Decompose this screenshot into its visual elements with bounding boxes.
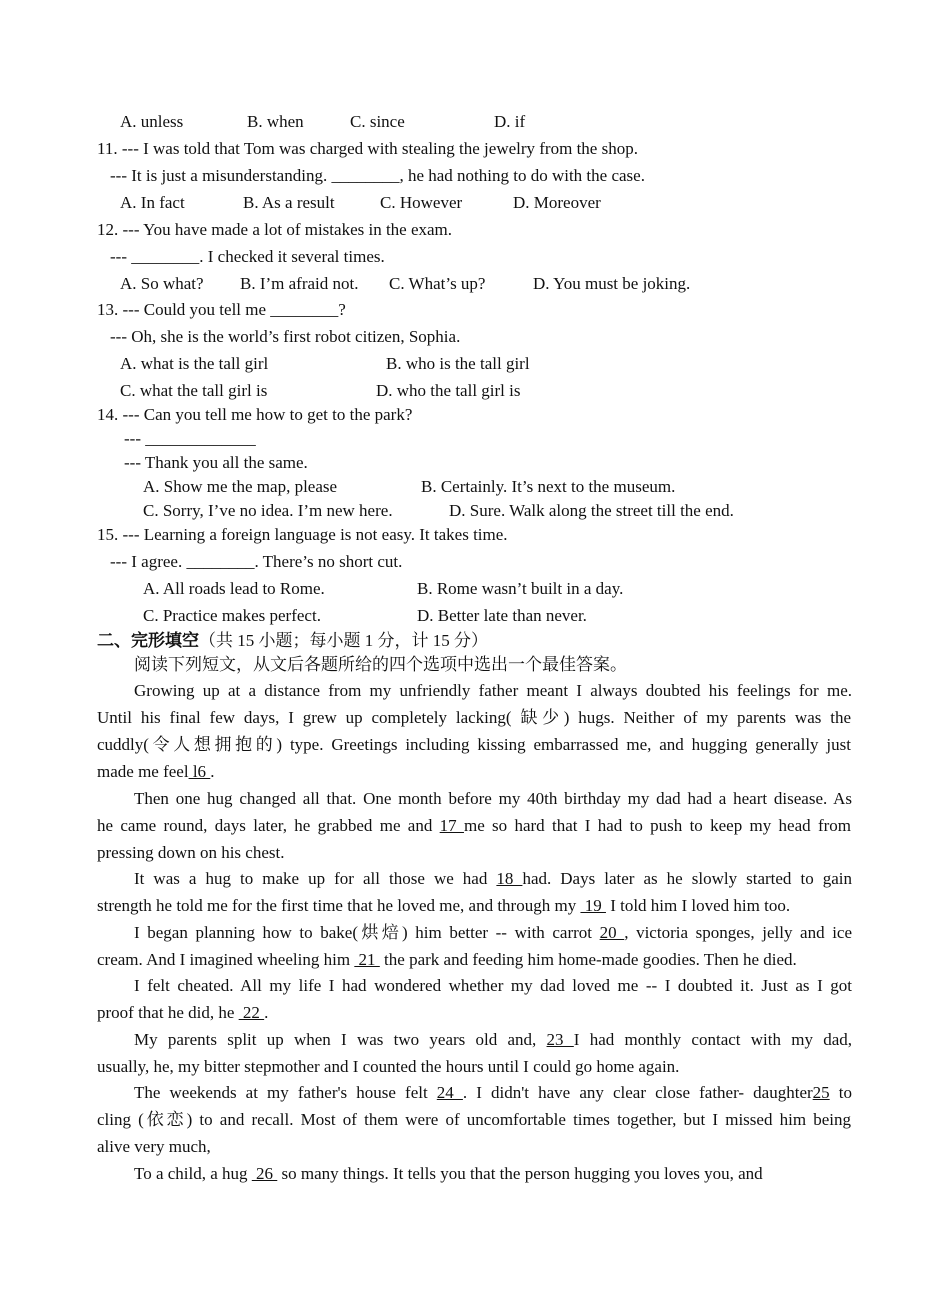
- q13-option-d: D. who the tall girl is: [376, 381, 521, 400]
- passage-text: The weekends at my father's house felt: [134, 1083, 437, 1102]
- blank-19: 19: [580, 896, 606, 915]
- q12-reply: --- ________. I checked it several times.: [110, 247, 385, 266]
- q11-reply: --- It is just a misunderstanding. ________, he had nothing to do with the case.: [110, 166, 645, 185]
- q15-option-a: A. All roads lead to Rome.: [143, 579, 325, 598]
- q14-blank-line: --- _____________: [124, 429, 256, 448]
- passage-text: I told him I loved him too.: [605, 896, 791, 915]
- passage-line: [134, 922, 852, 944]
- q11-option-d: D. Moreover: [513, 193, 601, 212]
- passage-line: [134, 1029, 852, 1051]
- passage-text: proof that he did, he: [97, 1003, 239, 1022]
- q14-reply: --- Thank you all the same.: [124, 453, 308, 472]
- q13-option-c: C. what the tall girl is: [120, 381, 268, 400]
- passage-line: cling (依恋) to and recall. Most of them were of uncomfortable times together, but I missed him being: [97, 1110, 851, 1129]
- q12-option-c: C. What’s up?: [389, 274, 486, 293]
- passage-text: strength he told me for the first time that he loved me, and through my: [97, 896, 581, 915]
- passage-line: I felt cheated. All my life I had wondered whether my dad loved me -- I doubted it. Just as I got: [134, 976, 852, 995]
- blank-16: l6: [188, 762, 211, 781]
- passage-text: he came round, days later, he grabbed me and: [97, 816, 440, 835]
- q12-stem: 12. --- You have made a lot of mistakes in the exam.: [97, 220, 453, 239]
- passage-text: I had monthly contact with my dad,: [573, 1030, 852, 1049]
- passage-line: cuddly(令人想拥抱的) type. Greetings including kissing embarrassed me, and hugging generally just: [97, 735, 851, 754]
- q11-option-b: B. As a result: [243, 193, 335, 212]
- passage-text: , victoria sponges, jelly and ice: [624, 923, 853, 942]
- passage-line: [97, 761, 215, 783]
- passage-line: Growing up at a distance from my unfriendly father meant I always doubted his feelings for me.: [134, 681, 852, 700]
- q15-stem: 15. --- Learning a foreign language is not easy. It takes time.: [97, 525, 508, 544]
- passage-text: . I didn't have any clear close father- daughter: [462, 1083, 813, 1102]
- passage-line: [97, 949, 797, 971]
- passage-line: [97, 815, 851, 837]
- blank-25: 25: [812, 1083, 830, 1102]
- passage-line: [134, 1163, 763, 1185]
- passage-line: Until his final few days, I grew up completely lacking( 缺少) hugs. Neither of my parents was the: [97, 708, 851, 727]
- q12-option-b: B. I’m afraid not.: [240, 274, 359, 293]
- q11-option-c: C. However: [380, 193, 463, 212]
- section-instruction: 阅读下列短文，从文后各题所给的四个选项中选出一个最佳答案。: [134, 655, 627, 674]
- q10-option-b: B. when: [247, 112, 304, 131]
- passage-text: the park and feeding him home-made goodies. Then he died.: [379, 950, 797, 969]
- passage-text: It was a hug to make up for all those we had: [134, 869, 497, 888]
- section-heading: [97, 630, 488, 652]
- blank-22: 22: [238, 1003, 265, 1022]
- passage-text: I began planning how to bake(烘焙) him better -- with carrot: [134, 923, 600, 942]
- blank-26: 26: [251, 1164, 278, 1183]
- q13-stem: 13. --- Could you tell me ________?: [97, 300, 346, 319]
- passage-text: me so hard that I had to push to keep my head from: [463, 816, 851, 835]
- q15-option-d: D. Better late than never.: [417, 606, 587, 625]
- q14-option-a: A. Show me the map, please: [143, 477, 338, 496]
- passage-line: [134, 868, 852, 890]
- passage-line: [134, 1082, 852, 1104]
- passage-text: To a child, a hug: [134, 1164, 252, 1183]
- passage-text: cream. And I imagined wheeling him: [97, 950, 355, 969]
- section-note: （共 15 小题；每小题 1 分，计 15 分）: [199, 631, 488, 650]
- passage-text: .: [210, 762, 215, 781]
- blank-24: 24: [436, 1083, 463, 1102]
- q13-option-a: A. what is the tall girl: [120, 354, 269, 373]
- passage-line: usually, he, my bitter stepmother and I counted the hours until I could go home again.: [97, 1057, 680, 1076]
- q11-stem: 11. --- I was told that Tom was charged with stealing the jewelry from the shop.: [97, 139, 638, 158]
- blank-23: 23: [546, 1030, 574, 1049]
- section-title: 二、完形填空: [97, 631, 199, 650]
- q14-option-b: B. Certainly. It’s next to the museum.: [421, 477, 676, 496]
- passage-line: alive very much,: [97, 1137, 211, 1156]
- q10-option-c: C. since: [350, 112, 405, 131]
- q12-option-a: A. So what?: [120, 274, 204, 293]
- q15-option-c: C. Practice makes perfect.: [143, 606, 321, 625]
- blank-17: 17: [439, 816, 464, 835]
- passage-text: made me feel: [97, 762, 189, 781]
- passage-line: pressing down on his chest.: [97, 843, 285, 862]
- q14-option-c: C. Sorry, I’ve no idea. I’m new here.: [143, 501, 393, 520]
- q14-stem: 14. --- Can you tell me how to get to the park?: [97, 405, 413, 424]
- passage-text: had. Days later as he slowly started to gain: [522, 869, 852, 888]
- passage-text: .: [264, 1003, 269, 1022]
- blank-21: 21: [354, 950, 380, 969]
- blank-20: 20: [599, 923, 625, 942]
- q10-option-d: D. if: [494, 112, 526, 131]
- passage-text: to: [829, 1083, 852, 1102]
- q13-reply: --- Oh, she is the world’s first robot citizen, Sophia.: [110, 327, 461, 346]
- q14-option-d: D. Sure. Walk along the street till the end.: [449, 501, 734, 520]
- q13-option-b: B. who is the tall girl: [386, 354, 530, 373]
- passage-line: Then one hug changed all that. One month before my 40th birthday my dad had a heart disease. As: [134, 789, 852, 808]
- q12-option-d: D. You must be joking.: [533, 274, 691, 293]
- passage-text: My parents split up when I was two years old and,: [134, 1030, 547, 1049]
- passage-line: [97, 1002, 268, 1024]
- q15-reply: --- I agree. ________. There’s no short cut.: [110, 552, 403, 571]
- q11-option-a: A. In fact: [120, 193, 185, 212]
- q10-option-a: A. unless: [120, 112, 184, 131]
- q15-option-b: B. Rome wasn’t built in a day.: [417, 579, 624, 598]
- passage-text: so many things. It tells you that the person hugging you loves you, and: [277, 1164, 763, 1183]
- blank-18: 18: [496, 869, 523, 888]
- passage-line: [97, 895, 790, 917]
